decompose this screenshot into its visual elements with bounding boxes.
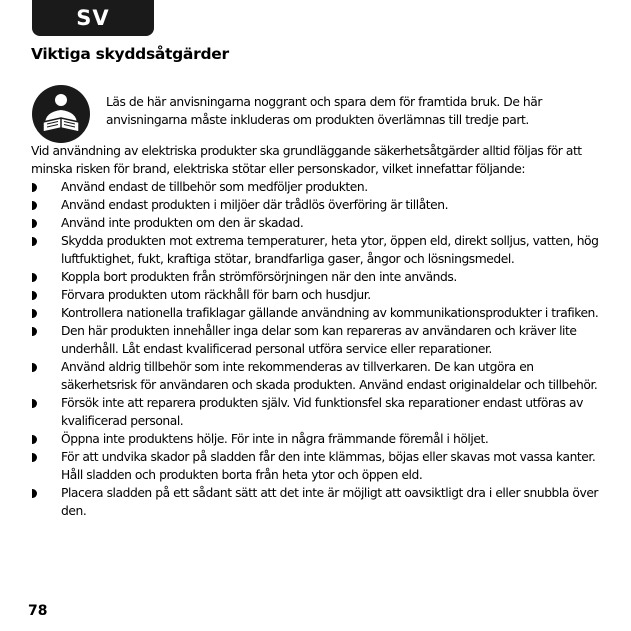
- bullet-icon: [32, 309, 37, 318]
- intro-text: Läs de här anvisningarna noggrant och spara dem för framtida bruk. De här anvisningarna måste inkluderas om produkten överlämnas till tredje part.: [106, 95, 542, 127]
- list-item-text: Använd endast produkten i miljöer där trådlös överföring är tillåten.: [61, 198, 449, 212]
- language-tab: [32, 0, 154, 36]
- list-item-text: Förvara produkten utom räckhåll för barn och husdjur.: [61, 288, 371, 302]
- list-item: [31, 178, 601, 196]
- list-item: [31, 196, 601, 214]
- safety-list: [31, 178, 601, 520]
- page-number: 78: [28, 603, 48, 619]
- list-item-text: Försök inte att reparera produkten själv. Vid funktionsfel ska reparationer endast utföras av kvalificerad personal.: [61, 396, 583, 428]
- bullet-icon: [32, 237, 37, 246]
- list-item: [31, 430, 601, 448]
- list-item-text: Placera sladden på ett sådant sätt att det inte är möjligt att oavsiktligt dra i eller snubbla över den.: [61, 486, 599, 518]
- bullet-icon: [32, 489, 37, 498]
- list-item-text: Öppna inte produktens hölje. För inte in några främmande föremål i höljet.: [61, 432, 489, 446]
- read-manual-icon: [31, 84, 91, 144]
- list-item-text: Koppla bort produkten från strömförsörjningen när den inte används.: [61, 270, 457, 284]
- lead-paragraph: Vid användning av elektriska produkter ska grundläggande säkerhetsåtgärder alltid följas för att minska risken för brand, elektriska stötar eller personskador, vilket innefattar följande:: [31, 144, 582, 176]
- bullet-icon: [32, 363, 37, 372]
- bullet-icon: [32, 435, 37, 444]
- list-item: [31, 214, 601, 232]
- list-item: [31, 358, 601, 394]
- bullet-icon: [32, 453, 37, 462]
- list-item: [31, 394, 601, 430]
- list-item-text: Använd aldrig tillbehör som inte rekommenderas av tillverkaren. De kan utgöra en säkerhetsrisk för användaren och skada produkten. Använd endast originaldelar och tillbehör.: [61, 360, 598, 392]
- bullet-icon: [32, 201, 37, 210]
- list-item: [31, 304, 601, 322]
- safety-body: [31, 142, 601, 520]
- list-item-text: Använd endast de tillbehör som medföljer produkten.: [61, 180, 368, 194]
- list-item: [31, 322, 601, 358]
- list-item-text: Använd inte produkten om den är skadad.: [61, 216, 304, 230]
- list-item: [31, 484, 601, 520]
- list-item-text: Den här produkten innehåller inga delar som kan repareras av användaren och kräver lite underhåll. Låt endast kvalificerad personal utföra service eller reparationer.: [61, 324, 577, 356]
- language-code: SV: [76, 6, 110, 30]
- bullet-icon: [32, 291, 37, 300]
- section-title: Viktiga skyddsåtgärder: [31, 45, 229, 63]
- bullet-icon: [32, 273, 37, 282]
- bullet-icon: [32, 327, 37, 336]
- list-item-text: För att undvika skador på sladden får den inte klämmas, böjas eller skavas mot vassa kanter. Håll sladden och produkten borta från heta ytor och öppen eld.: [61, 450, 596, 482]
- list-item: [31, 232, 601, 268]
- list-item: [31, 448, 601, 484]
- list-item-text: Skydda produkten mot extrema temperaturer, heta ytor, öppen eld, direkt solljus, vatten, hög luftfuktighet, fukt, kraftiga stötar, brandfarliga gaser, ångor och lösningsmedel.: [61, 234, 599, 266]
- bullet-icon: [32, 399, 37, 408]
- list-item-text: Kontrollera nationella trafiklagar gällande användning av kommunikationsprodukter i trafiken.: [61, 306, 599, 320]
- bullet-icon: [32, 219, 37, 228]
- bullet-icon: [32, 183, 37, 192]
- list-item: [31, 268, 601, 286]
- list-item: [31, 286, 601, 304]
